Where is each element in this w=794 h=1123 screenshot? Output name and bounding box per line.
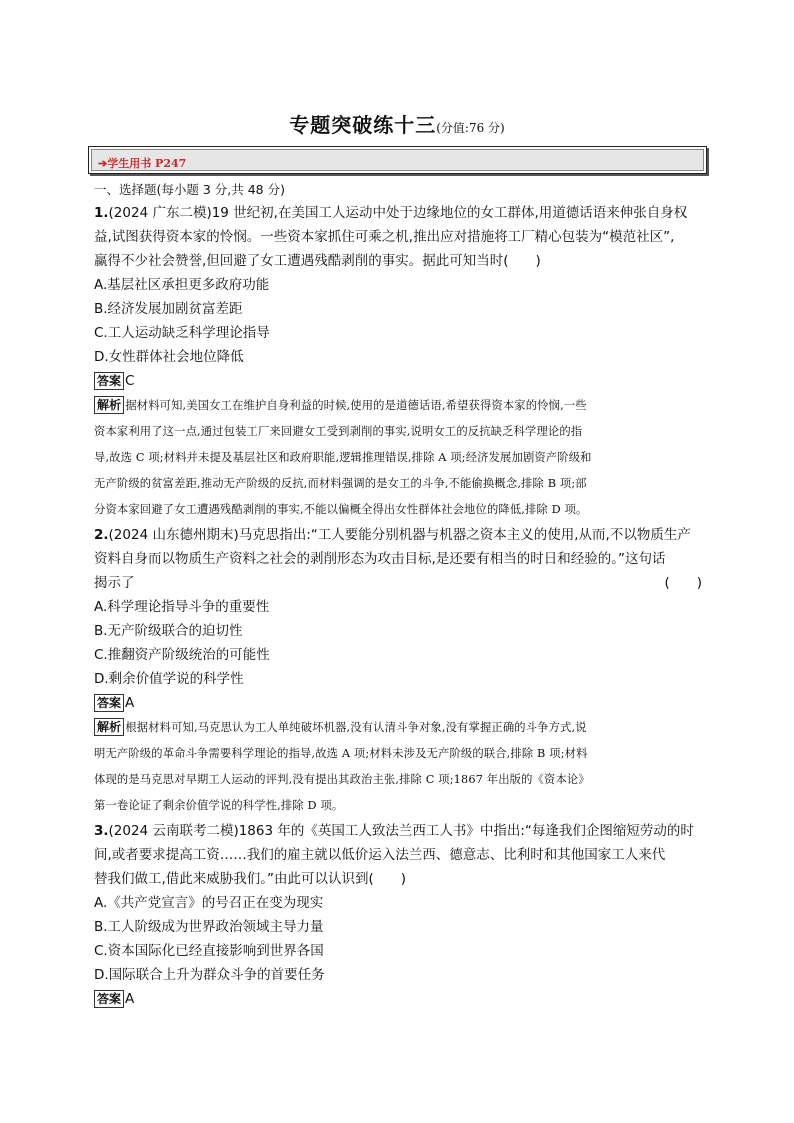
explanation-line: 导,故选 C 项;材料并未提及基层社区和政府职能,逻辑推理错误,排除 A 项;经济发展加剧资产阶级和 — [94, 451, 592, 464]
explanation-line: 体现的是马克思对早期工人运动的评判,没有提出其政治主张,排除 C 项;1867 年出版的《资本论》 — [94, 773, 590, 786]
explanation-line: 无产阶级的贫富差距,推动无产阶级的反抗,而材料强调的是女工的斗争,不能偷换概念,排除 B 项;部 — [94, 477, 587, 490]
score-note: (分值:76 分) — [436, 121, 505, 135]
option-c: C.资本国际化已经直接影响到世界各国 — [94, 943, 324, 959]
content-area — [94, 179, 702, 1011]
question-1 — [94, 201, 702, 523]
option-a: A.基层社区承担更多政府功能 — [94, 277, 270, 293]
explanation-text: 据材料可知,美国女工在维护自身利益的时候,使用的是道德话语,希望获得资本家的怜悯,一些 — [125, 399, 587, 412]
question-stem-line: 益,试图获得资本家的怜悯。一些资本家抓住可乘之机,推出应对措施将工厂精心包装为“模范社区”, — [94, 229, 675, 245]
answer-line — [94, 369, 702, 393]
option-d: D.剩余价值学说的科学性 — [94, 671, 244, 687]
question-stem-line: 资料自身而以物质生产资料之社会的剥削形态为攻击目标,是还要有相当的时日和经验的。”这句话 — [94, 551, 666, 567]
answer-tag: 答案 — [94, 372, 124, 390]
question-stem-line — [94, 201, 702, 225]
question-stem-line: 替我们做工,借此来威胁我们。”由此可以认识到( ) — [94, 871, 407, 887]
answer-line — [94, 987, 702, 1011]
answer-tag: 答案 — [94, 694, 124, 712]
option-a: A.《共产党宣言》的号召正在变为现实 — [94, 895, 324, 911]
page-title-block — [0, 109, 794, 138]
page-title: 专题突破练十三 — [289, 113, 437, 137]
question-3 — [94, 819, 702, 1011]
explanation-line: 资本家利用了这一点,通过包装工厂来回避女工受到剥削的事实,说明女工的反抗缺乏科学理论的指 — [94, 425, 583, 438]
explanation-line — [94, 393, 702, 419]
student-book-banner — [88, 146, 707, 174]
question-text: (2024 广东二模)19 世纪初,在美国工人运动中处于边缘地位的女工群体,用道德话语来伸张自身权 — [108, 205, 688, 221]
answer-line — [94, 691, 702, 715]
question-stem-line — [94, 523, 702, 547]
option-d: D.国际联合上升为群众斗争的首要任务 — [94, 967, 325, 983]
question-number: 3. — [94, 823, 109, 839]
option-d: D.女性群体社会地位降低 — [94, 349, 244, 365]
option-c: C.工人运动缺乏科学理论指导 — [94, 325, 270, 341]
question-text: (2024 山东德州期末)马克思指出:“工人要能分别机器与机器之资本主义的使用,从而,不以物质生产 — [108, 527, 691, 543]
question-number: 2. — [94, 527, 109, 543]
explanation-line: 分资本家回避了女工遭遇残酷剥削的事实,不能以偏概全得出女性群体社会地位的降低,排除 D 项。 — [94, 503, 588, 516]
answer-tag: 答案 — [94, 990, 124, 1008]
explanation-line — [94, 715, 702, 741]
explanation-line: 第一卷论证了剩余价值学说的科学性,排除 D 项。 — [94, 799, 344, 812]
option-c: C.推翻资产阶级统治的可能性 — [94, 647, 270, 663]
answer-value: A — [125, 991, 135, 1007]
explain-tag: 解析 — [94, 396, 124, 414]
explanation-line: 明无产阶级的革命斗争需要科学理论的指导,故选 A 项;材料未涉及无产阶级的联合,排除 B 项;材料 — [94, 747, 588, 760]
banner-fill — [91, 149, 704, 171]
section-heading: 一、选择题(每小题 3 分,共 48 分) — [94, 182, 285, 197]
question-stem-line — [94, 819, 702, 843]
explain-tag: 解析 — [94, 718, 124, 736]
answer-blank: ( ) — [664, 575, 702, 591]
option-b: B.经济发展加剧贫富差距 — [94, 301, 243, 317]
option-b: B.工人阶级成为世界政治领域主导力量 — [94, 919, 324, 935]
question-2 — [94, 523, 702, 819]
question-tail-text: 揭示了 — [94, 575, 135, 591]
question-stem-tail — [94, 571, 702, 595]
question-stem-line: 间,或者要求提高工资……我们的雇主就以低价运入法兰西、德意志、比利时和其他国家工人来代 — [94, 847, 666, 863]
question-number: 1. — [94, 205, 109, 221]
option-b: B.无产阶级联合的迫切性 — [94, 623, 243, 639]
student-book-ref: ➔学生用书 P247 — [98, 157, 187, 170]
question-text: (2024 云南联考二模)1863 年的《英国工人致法兰西工人书》中指出:“每逢我们企图缩短劳动的时 — [108, 823, 694, 839]
option-a: A.科学理论指导斗争的重要性 — [94, 599, 270, 615]
question-stem-line: 赢得不少社会赞誉,但回避了女工遭遇残酷剥削的事实。据此可知当时( ) — [94, 253, 541, 269]
explanation-text: 根据材料可知,马克思认为工人单纯破坏机器,没有认清斗争对象,没有掌握正确的斗争方式,说 — [125, 721, 587, 734]
answer-value: C — [125, 373, 135, 389]
answer-value: A — [125, 695, 135, 711]
